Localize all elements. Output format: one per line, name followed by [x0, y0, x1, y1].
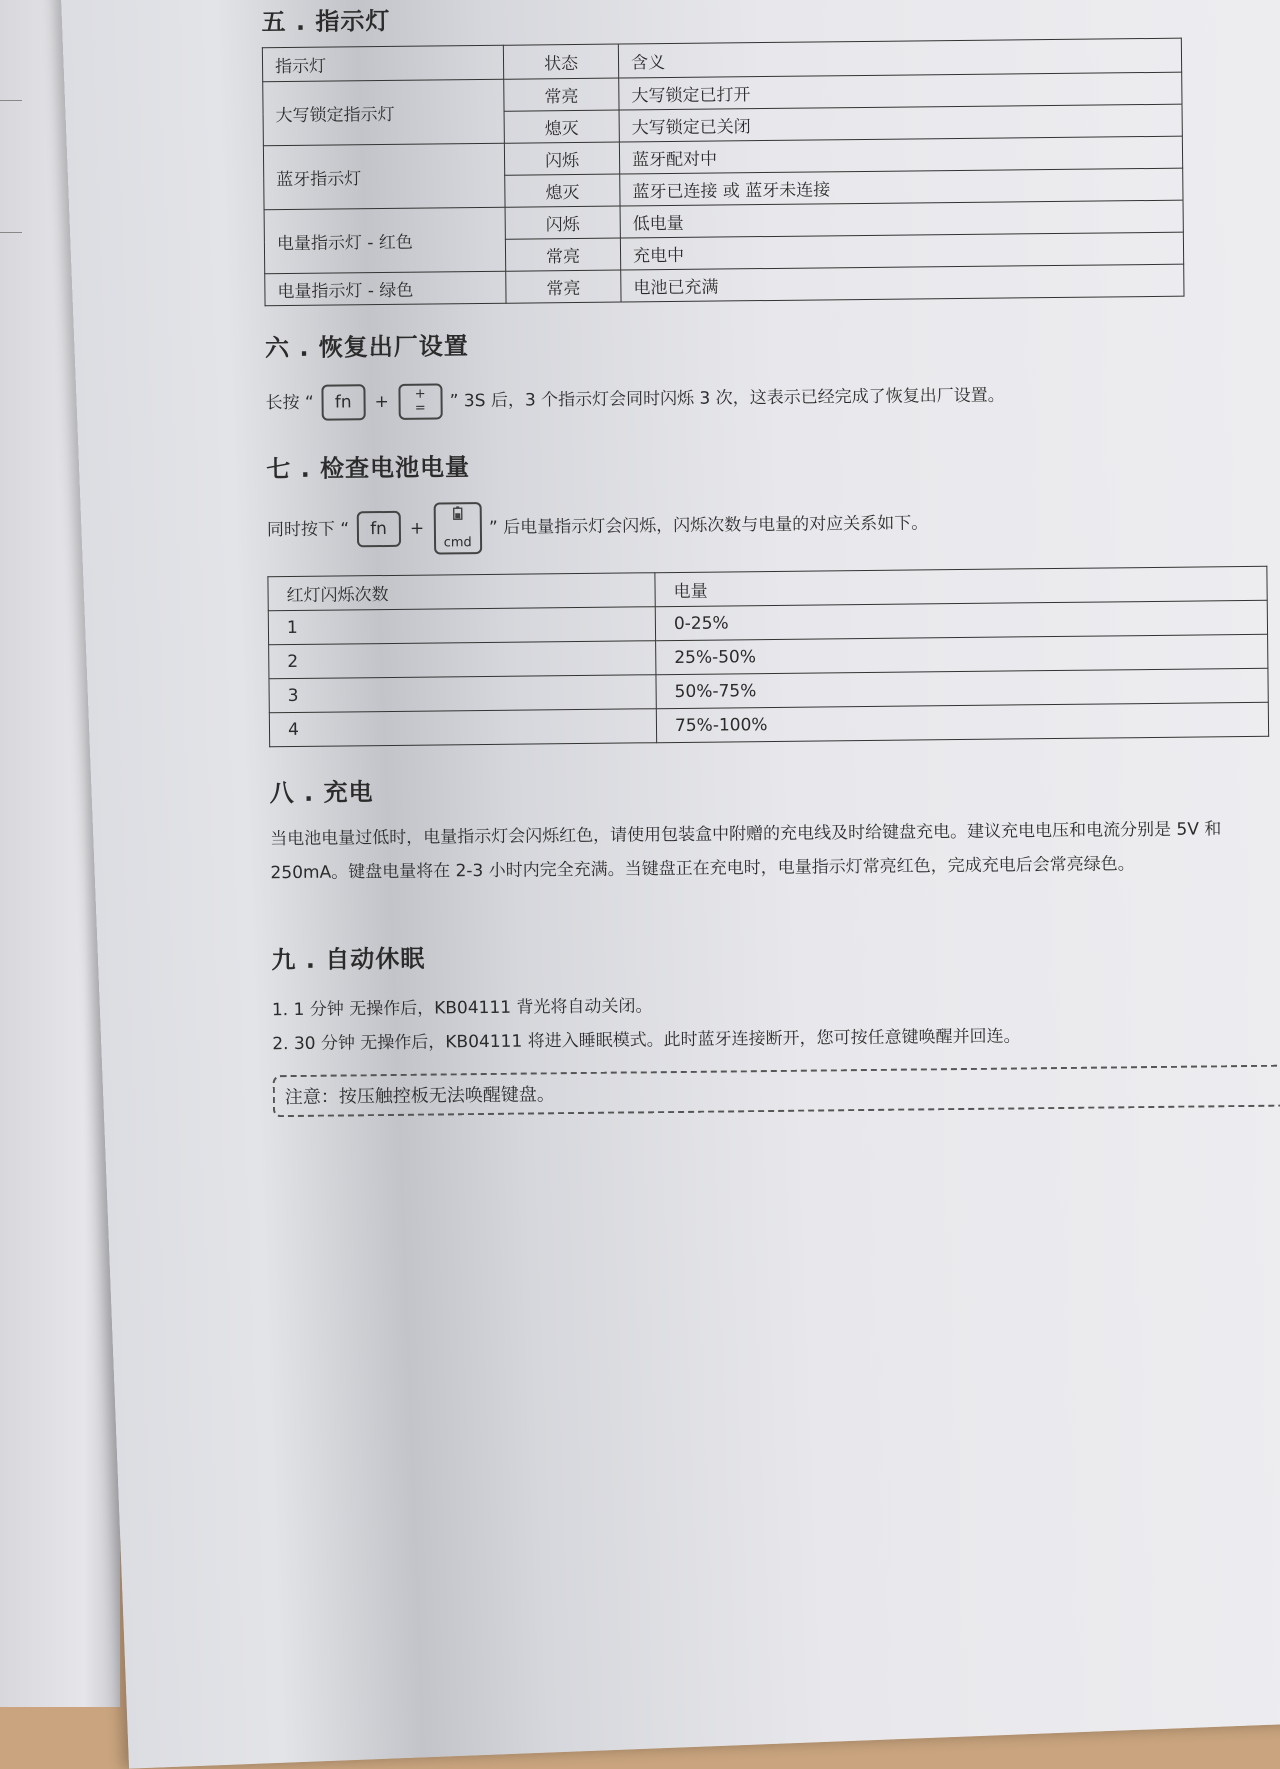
table-cell: 充电中	[620, 232, 1183, 270]
fn-key-icon	[356, 511, 400, 547]
table-cell: 大写锁定指示灯	[263, 79, 505, 146]
section-title: 七 . 检查电池电量	[266, 453, 471, 484]
section-title: 五 . 指示灯	[261, 6, 391, 37]
key-bottom-label: =	[414, 400, 426, 416]
page-rule	[0, 100, 22, 101]
note-box: 注意：按压触控板无法唤醒键盘。	[273, 1064, 1280, 1117]
table-cell: 低电量	[620, 200, 1183, 238]
reset-suffix: ” 3S 后，3 个指示灯会同时闪烁 3 次，这表示已经完成了恢复出厂设置。	[449, 385, 1005, 412]
table-cell: 蓝牙配对中	[619, 136, 1182, 174]
table-header: 状态	[503, 44, 618, 79]
table-cell: 大写锁定已关闭	[619, 104, 1182, 142]
table-cell: 常亮	[506, 270, 621, 303]
table-cell: 2	[269, 641, 656, 679]
table-cell: 电量指示灯 - 红色	[264, 207, 506, 274]
manual-page	[60, 0, 1280, 1769]
section-battery	[266, 439, 1229, 747]
cmd-key-label: cmd	[443, 535, 472, 551]
indicator-table	[262, 38, 1185, 307]
table-cell: 熄灭	[504, 110, 619, 143]
section-sleep	[271, 930, 1233, 1117]
table-cell: 3	[269, 675, 656, 713]
section-indicator	[261, 0, 1224, 306]
table-cell: 1	[268, 607, 655, 645]
fn-key-icon	[321, 384, 365, 420]
table-cell: 闪烁	[505, 206, 620, 239]
section-reset	[265, 318, 1226, 421]
battery-instruction	[267, 494, 1227, 556]
key-top-label: +	[414, 386, 426, 402]
section-title: 六 . 恢复出厂设置	[264, 332, 469, 363]
table-cell: 0-25%	[655, 600, 1267, 640]
section-title: 九 . 自动休眠	[271, 944, 426, 975]
fn-key-label: fn	[334, 392, 352, 413]
table-cell: 大写锁定已打开	[619, 72, 1182, 110]
table-cell: 50%-75%	[656, 668, 1268, 708]
section-charging	[269, 763, 1280, 891]
table-cell: 常亮	[505, 238, 620, 271]
charging-body: 当电池电量过低时，电量指示灯会闪烁红色，请使用包装盒中附赠的充电线及时给键盘充电。建议充电电压和电流分别是 5V 和 250mA。键盘电量将在 2-3 小时内完全充满。当键盘正在充电时，电量指示灯常亮红色，完成充电后会常亮绿色。	[270, 819, 1222, 884]
table-cell: 熄灭	[505, 174, 620, 207]
table-cell: 闪烁	[504, 142, 619, 175]
battery-prefix: 同时按下 “	[266, 519, 350, 541]
table-cell: 4	[269, 709, 656, 747]
battery-suffix: ” 后电量指示灯会闪烁，闪烁次数与电量的对应关系如下。	[488, 513, 929, 538]
table-cell: 75%-100%	[656, 702, 1268, 742]
table-cell: 蓝牙指示灯	[263, 143, 505, 210]
page-rule	[0, 232, 22, 233]
table-cell: 25%-50%	[656, 634, 1268, 674]
battery-icon	[435, 506, 479, 524]
cmd-key-icon	[433, 502, 482, 554]
table-cell: 常亮	[504, 78, 619, 111]
table-cell: 蓝牙已连接 或 蓝牙未连接	[620, 168, 1183, 206]
sleep-item: 1. 1 分钟 无操作后，KB04111 背光将自动关闭。	[271, 996, 653, 1021]
section-title: 八 . 充电	[269, 778, 374, 808]
table-header: 指示灯	[262, 45, 503, 82]
battery-table	[267, 566, 1269, 747]
fn-key-label: fn	[370, 519, 388, 540]
plus-sign: +	[409, 518, 425, 539]
plus-sign: +	[374, 391, 389, 413]
reset-instruction	[265, 375, 1225, 421]
table-cell: 电量指示灯 - 绿色	[265, 271, 506, 306]
plus-equal-key-icon	[398, 383, 442, 419]
table-header: 含义	[618, 38, 1181, 78]
table-cell: 电池已充满	[621, 264, 1184, 302]
reset-prefix: 长按 “	[265, 392, 314, 414]
table-header: 电量	[655, 566, 1267, 606]
sleep-item: 2. 30 分钟 无操作后，KB04111 将进入睡眠模式。此时蓝牙连接断开，您可按任意键唤醒并回连。	[272, 1026, 1021, 1055]
page-content	[261, 0, 1233, 1117]
table-header: 红灯闪烁次数	[268, 573, 655, 611]
